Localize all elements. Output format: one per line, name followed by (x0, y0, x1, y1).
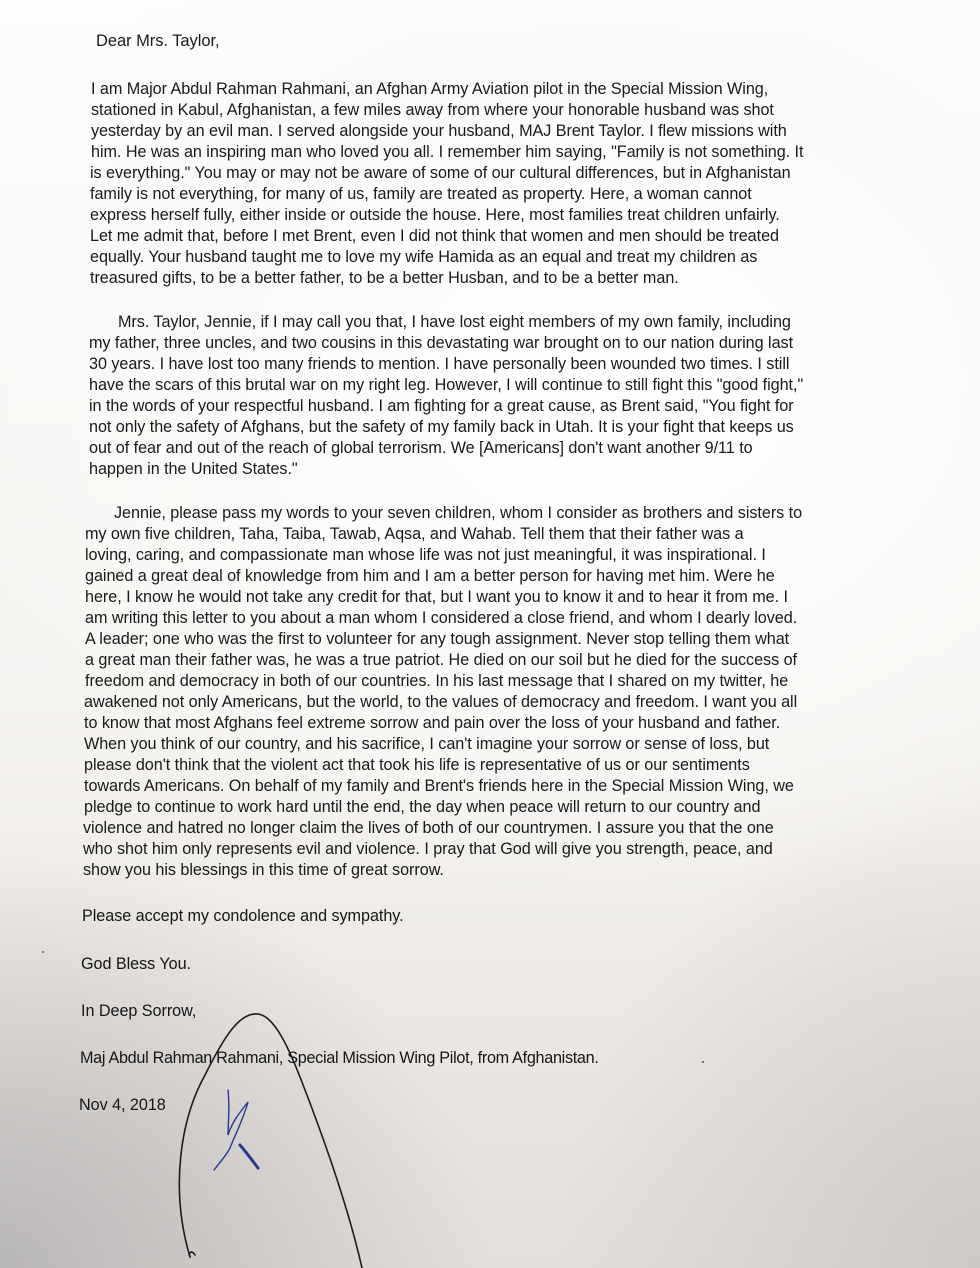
paragraph-line: who shot him only represents evil and violence. I pray that God will give you strength, peace, and (83, 840, 773, 858)
paragraph-line: in the words of your respectful husband. I am fighting for a great cause, as Brent said, "You fight for (89, 397, 794, 415)
condolence-line: Please accept my condolence and sympathy. (82, 907, 404, 925)
paragraph-line: have the scars of this brutal war on my right leg. However, I will continue to still fight this "good fight," (89, 376, 804, 394)
paragraph-line: equally. Your husband taught me to love my wife Hamida as an equal and treat my children as (90, 248, 758, 266)
greeting: Dear Mrs. Taylor, (96, 32, 220, 50)
paragraph-line: here, I know he would not take any credit for that, but I want you to know it and to hear it from me. I (85, 588, 788, 606)
paragraph-line: out of fear and out of the reach of global terrorism. We [Americans] don't want another 9/11 to (89, 439, 753, 457)
paragraph-line: Jennie, please pass my words to your seven children, whom I consider as brothers and sisters to (114, 504, 803, 522)
paragraph-line: my own five children, Taha, Taiba, Tawab, Aqsa, and Wahab. Tell them that their father was a (85, 525, 744, 543)
paragraph-line: towards Americans. On behalf of my family and Brent's friends here in the Special Mission Wing, we (84, 777, 794, 795)
paragraph-line: a great man their father was, he was a true patriot. He died on our soil but he died for the success of (85, 651, 797, 669)
paragraph-line: stationed in Kabul, Afghanistan, a few miles away from where your honorable husband was shot (91, 101, 774, 119)
paragraph-line: I am Major Abdul Rahman Rahmani, an Afghan Army Aviation pilot in the Special Mission Wing, (91, 80, 769, 98)
paragraph-line: 30 years. I have lost too many friends to mention. I have personally been wounded two times. I still (89, 355, 790, 373)
paragraph-line: A leader; one who was the first to volunteer for any tough assignment. Never stop telling them what (85, 630, 790, 648)
paragraph-line: yesterday by an evil man. I served alongside your husband, MAJ Brent Taylor. I flew missions with (91, 122, 787, 140)
paragraph-line: awakened not only Americans, but the world, to the values of democracy and freedom. I want you all (84, 693, 798, 711)
paragraph-line: is everything." You may or may not be aware of some of our cultural differences, but in Afghanistan (90, 164, 791, 182)
paragraph-line: freedom and democracy in both of our countries. In his last message that I shared on my twitter, he (85, 672, 789, 690)
paragraph-line: him. He was an inspiring man who loved you all. I remember him saying, "Family is not something. It (91, 143, 804, 161)
paragraph-line: happen in the United States." (89, 460, 298, 478)
paragraph-line: my father, three uncles, and two cousins in this devastating war brought on to our nation during last (89, 334, 794, 352)
paragraph-line: Mrs. Taylor, Jennie, if I may call you that, I have lost eight members of my own family, including (118, 313, 791, 331)
paragraph-line: pledge to continue to work hard until the end, the day when peace will return to our country and (84, 798, 761, 816)
paragraph-line: to know that most Afghans feel extreme sorrow and pain over the loss of your husband and father. (84, 714, 781, 732)
paragraph-line: please don't think that the violent act that took his life is representative of us or our sentiments (84, 756, 750, 774)
paragraph-line: not only the safety of Afghans, but the safety of my family back in Utah. It is your fight that keeps us (89, 418, 794, 436)
paper-speck (702, 1061, 704, 1063)
sign-off: In Deep Sorrow, (81, 1002, 197, 1020)
paragraph-line: am writing this letter to you about a man whom I considered a close friend, and whom I dearly loved. (85, 609, 798, 627)
paragraph-line: Let me admit that, before I met Brent, even I did not think that women and men should be treated (90, 227, 779, 245)
letter-date: Nov 4, 2018 (79, 1096, 166, 1114)
blessing-line: God Bless You. (81, 955, 191, 973)
paragraph-line: loving, caring, and compassionate man whose life was not just meaningful, it was inspirational. I (85, 546, 766, 564)
paragraph-line: family is not everything, for many of us, family are treated as property. Here, a woman cannot (90, 185, 752, 203)
paragraph-line: When you think of our country, and his sacrifice, I can't imagine your sorrow or sense of loss, but (84, 735, 770, 753)
paragraph-line: gained a great deal of knowledge from him and I am a better person for having met him. Were he (85, 567, 775, 585)
paragraph-line: treasured gifts, to be a better father, to be a better Husban, and to be a better man. (90, 269, 679, 287)
signature-name: Maj Abdul Rahman Rahmani, Special Mission Wing Pilot, from Afghanistan. (80, 1049, 599, 1067)
paper-speck (42, 951, 44, 953)
paragraph-line: show you his blessings in this time of great sorrow. (83, 861, 444, 879)
paragraph-line: express herself fully, either inside or outside the house. Here, most families treat children unfairly. (90, 206, 780, 224)
paragraph-line: violence and hatred no longer claim the lives of both of our countrymen. I assure you that the one (83, 819, 774, 837)
